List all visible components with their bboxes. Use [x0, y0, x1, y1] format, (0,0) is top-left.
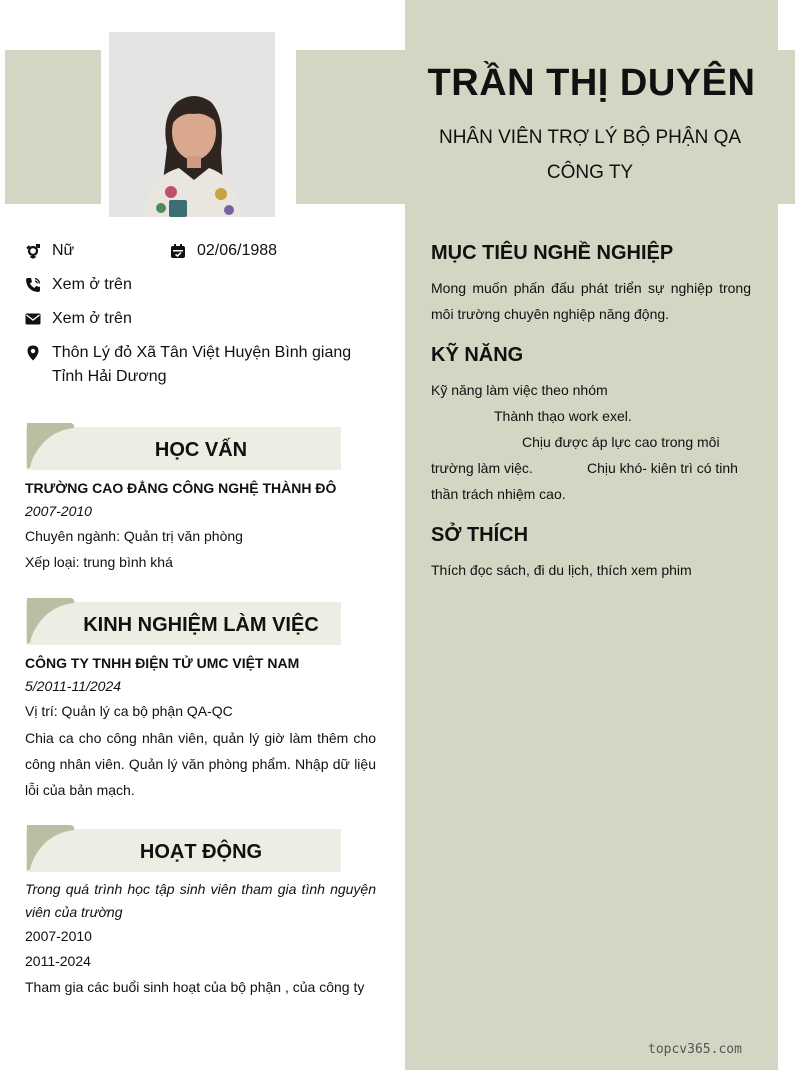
envelope-icon	[25, 311, 41, 327]
skill-item: Chịu được áp lực cao trong môi	[522, 434, 720, 450]
gender-value: Nữ	[52, 242, 75, 259]
email-value: Xem ở trên	[52, 310, 132, 327]
activities-heading: HOẠT ĐỘNG	[139, 841, 263, 863]
candidate-name: TRẦN THỊ DUYÊN	[427, 62, 756, 104]
activities-detail: Tham gia các buổi sinh hoạt của bộ phận , của công ty	[25, 979, 365, 995]
objective-heading: MỤC TIÊU NGHỀ NGHIỆP	[431, 242, 674, 264]
activities-year-1: 2007-2010	[25, 928, 92, 944]
skill-item: trường làm việc.	[431, 460, 533, 476]
education-grade: Xếp loại: trung bình khá	[25, 554, 173, 570]
phone-icon	[25, 277, 41, 293]
skill-item: Kỹ năng làm việc theo nhóm	[431, 382, 608, 398]
education-heading: HỌC VẤN	[154, 439, 248, 461]
skill-item: Chịu khó- kiên trì có tinh	[587, 460, 738, 476]
activities-intro: Trong quá trình học tập sinh viên tham gia tình nguyện viên của trường	[25, 881, 376, 920]
watermark: topcv365.com	[648, 1042, 742, 1057]
activities-year-2: 2011-2024	[25, 953, 91, 969]
experience-description: Chia ca cho công nhân viên, quản lý giờ làm thêm cho công nhân viên. Quản lý văn phòng phẩm. Nhập dữ liệu lỗi của bản mạch.	[25, 730, 376, 798]
address-row	[25, 341, 380, 389]
activities-header	[26, 824, 341, 872]
hobbies-heading: SỞ THÍCH	[431, 524, 529, 546]
calendar-icon	[170, 243, 186, 259]
experience-period: 5/2011-11/2024	[25, 678, 122, 694]
education-school: TRƯỜNG CAO ĐẲNG CÔNG NGHỆ THÀNH ĐÔ	[25, 480, 337, 496]
hobbies-text: Thích đọc sách, đi du lịch, thích xem phim	[431, 562, 692, 578]
phone-value: Xem ở trên	[52, 276, 132, 293]
profile-photo	[109, 32, 275, 217]
header-band-left	[5, 50, 101, 204]
email-row	[25, 307, 375, 331]
education-header	[26, 422, 341, 470]
address-value: Thôn Lý đỏ Xã Tân Việt Huyện Bình giang Tỉnh Hải Dương	[52, 344, 352, 385]
education-period: 2007-2010	[25, 503, 92, 519]
experience-company: CÔNG TY TNHH ĐIỆN TỬ UMC VIỆT NAM	[25, 655, 300, 671]
experience-position: Vị trí: Quản lý ca bộ phận QA-QC	[25, 703, 233, 719]
birthdate-row	[170, 239, 370, 263]
skill-item: thần trách nhiệm cao.	[431, 486, 566, 502]
gender-icon	[25, 243, 41, 259]
map-pin-icon	[25, 345, 41, 361]
experience-header	[26, 597, 341, 645]
skill-item: Thành thạo work exel.	[494, 408, 632, 424]
header-band-middle	[296, 50, 406, 204]
education-major: Chuyên ngành: Quản trị văn phòng	[25, 528, 243, 544]
objective-text: Mong muốn phấn đấu phát triển sự nghiệp trong môi trường chuyên nghiệp năng động.	[431, 280, 751, 322]
experience-heading: KINH NGHIỆM LÀM VIỆC	[83, 614, 319, 636]
header-band-right	[778, 50, 795, 204]
birthdate-value: 02/06/1988	[197, 242, 278, 259]
skills-heading: KỸ NĂNG	[431, 344, 524, 366]
phone-row	[25, 273, 375, 297]
gender-row	[25, 239, 165, 263]
job-title: NHÂN VIÊN TRỢ LÝ BỘ PHẬN QA CÔNG TY	[438, 127, 742, 183]
